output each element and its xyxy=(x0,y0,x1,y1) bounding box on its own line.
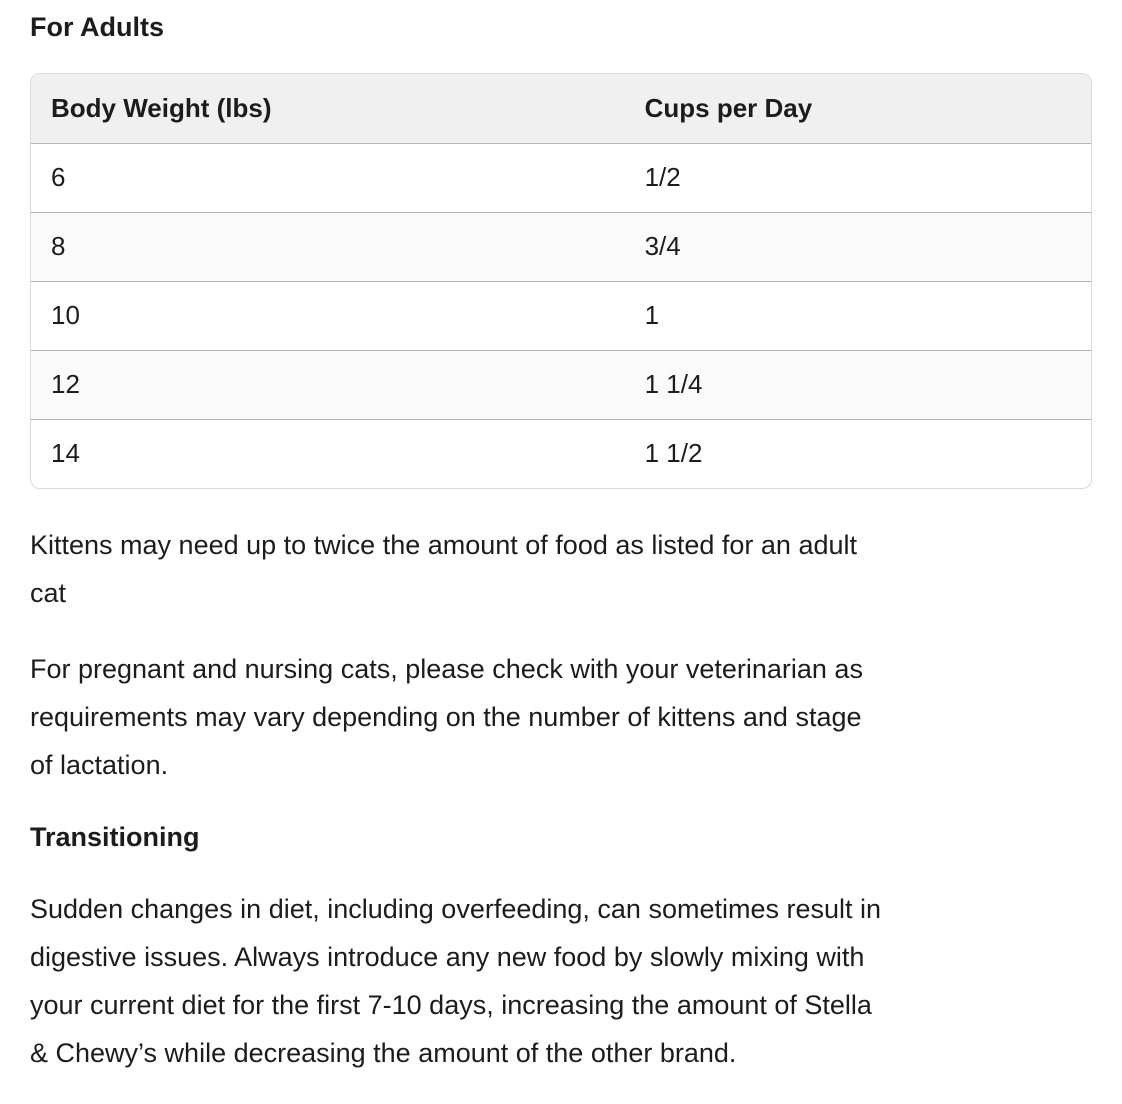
cups-per-day-value: 1 xyxy=(644,300,660,330)
transitioning-paragraph xyxy=(30,885,1092,1077)
paragraph-line: requirements may vary depending on the number of kittens and stage xyxy=(30,702,862,732)
paragraph-line: cat xyxy=(30,578,67,608)
cups-per-day-value: 1/2 xyxy=(644,162,681,192)
paragraph-line: Sudden changes in diet, including overfeeding, can sometimes result in xyxy=(30,894,882,924)
table-header-row xyxy=(31,74,1091,143)
feeding-table xyxy=(31,74,1091,488)
paragraph-line: digestive issues. Always introduce any new food by slowly mixing with xyxy=(30,942,865,972)
body-weight-value: 6 xyxy=(51,162,66,192)
feeding-table-header xyxy=(31,74,1091,143)
paragraph-line: & Chewy’s while decreasing the amount of the other brand. xyxy=(30,1038,737,1068)
paragraph-line: of lactation. xyxy=(30,750,169,780)
cups-per-day-value: 1 1/4 xyxy=(644,369,703,399)
kittens-note-paragraph xyxy=(30,521,1092,617)
cups-per-day-value: 3/4 xyxy=(644,231,681,261)
table-row xyxy=(31,212,1091,281)
column-header-body-weight: Body Weight (lbs) xyxy=(31,74,625,143)
body-weight-value: 12 xyxy=(51,369,80,399)
table-row xyxy=(31,281,1091,350)
body-weight-value: 8 xyxy=(51,231,66,261)
feeding-table-container xyxy=(30,73,1092,489)
paragraph-line: Kittens may need up to twice the amount of food as listed for an adult xyxy=(30,530,857,560)
for-adults-heading: For Adults xyxy=(30,12,164,42)
body-weight-value: 14 xyxy=(51,438,80,469)
column-header-cups-per-day: Cups per Day xyxy=(625,74,1091,143)
table-row xyxy=(31,419,1091,488)
paragraph-line: your current diet for the first 7-10 days, increasing the amount of Stella xyxy=(30,990,872,1020)
paragraph-line: For pregnant and nursing cats, please check with your veterinarian as xyxy=(30,654,863,684)
cups-per-day-value: 1 1/2 xyxy=(644,438,703,469)
table-row xyxy=(31,143,1091,212)
pregnant-nursing-paragraph xyxy=(30,645,1092,789)
table-row xyxy=(31,350,1091,419)
transitioning-heading: Transitioning xyxy=(30,822,200,852)
feeding-table-body xyxy=(31,143,1091,488)
body-weight-value: 10 xyxy=(51,300,80,330)
